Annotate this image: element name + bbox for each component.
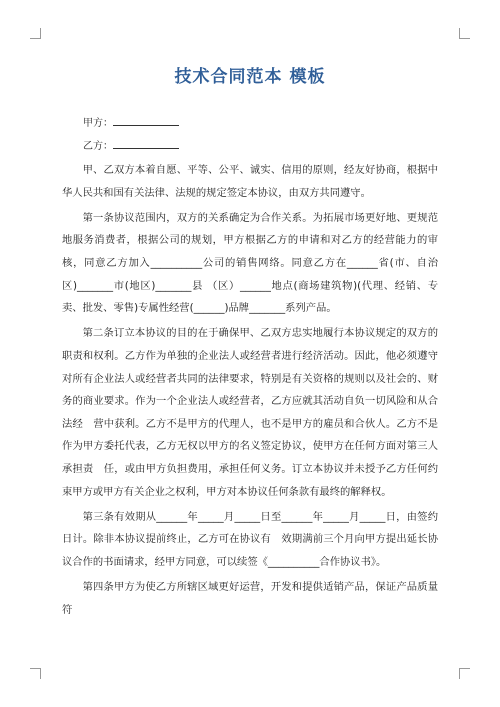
crop-mark-bottom-left bbox=[30, 668, 41, 679]
crop-mark-bottom-right bbox=[459, 668, 470, 679]
document-body bbox=[62, 159, 438, 616]
paragraph-article-2: 第二条订立本协议的目的在于确保甲、乙双方忠实地履行本协议规定的双方的职责和权利。乙方作为单独的企业法人或经营者进行经济活动。因此，他必须遵守对所有企业法人或经营者共同的法律要求，特别是有关资格的规则以及社会的、财务的商业要求。作为一个企业法人或经营者，乙方应就其活动自负一切风险和从合法经 营中获利。乙方不是甲方的代理人，也不是甲方的雇员和合伙人。乙方不是作为甲方委托代表，乙方无权以甲方的名义签定协议，使甲方在任何方面对第三人承担责 任，或由甲方负担费用，承担任何义务。订立本协议并未授予乙方任何约束甲方或甲方有关企业之权利，甲方对本协议任何条款有最终的解释权。 bbox=[62, 327, 438, 498]
paragraph-article-4: 第四条甲方为使乙方所辖区域更好运营，开发和提供适销产品，保证产品质量符 bbox=[62, 581, 438, 616]
paragraph-article-1: 第一条协议范围内，双方的关系确定为合作关系。为拓展市场更好地、更规范地服务消费者，根据公司的规划，甲方根据乙方的申请和对乙方的经营能力的审核，同意乙方加入__________公司的销售网络。同意乙方在______省(市、自治区)_______市(地区)_______县 （区）______地点(商场建筑物)(代理、经销、专卖、批发、零售)专属性经营(______)品牌_______系列产品。 bbox=[62, 211, 438, 315]
party-a-label: 甲方： bbox=[83, 118, 113, 129]
crop-mark-top-right bbox=[459, 28, 470, 39]
party-b-blank bbox=[113, 138, 179, 149]
party-b-field bbox=[83, 138, 179, 154]
party-b-label: 乙方： bbox=[83, 141, 113, 152]
document-title: 技术合同范本 模板 bbox=[174, 67, 326, 87]
paragraph-article-3: 第三条有效期从______年_____月_____日至______年_____月_____日，由签约日计。除非本协议提前终止，乙方可在协议有 效期满前三个月向甲方提出延长协议合作的书面请求，经甲方同意，可以续签《__________合作协议书》。 bbox=[62, 510, 438, 568]
party-a-blank bbox=[113, 115, 179, 126]
paragraph-preamble: 甲、乙双方本着自愿、平等、公平、诚实、信用的原则，经友好协商，根据中华人民共和国有关法律、法规的规定签定本协议，由双方共同遵守。 bbox=[62, 164, 438, 199]
crop-mark-top-left bbox=[30, 28, 41, 39]
party-a-field bbox=[83, 115, 179, 131]
